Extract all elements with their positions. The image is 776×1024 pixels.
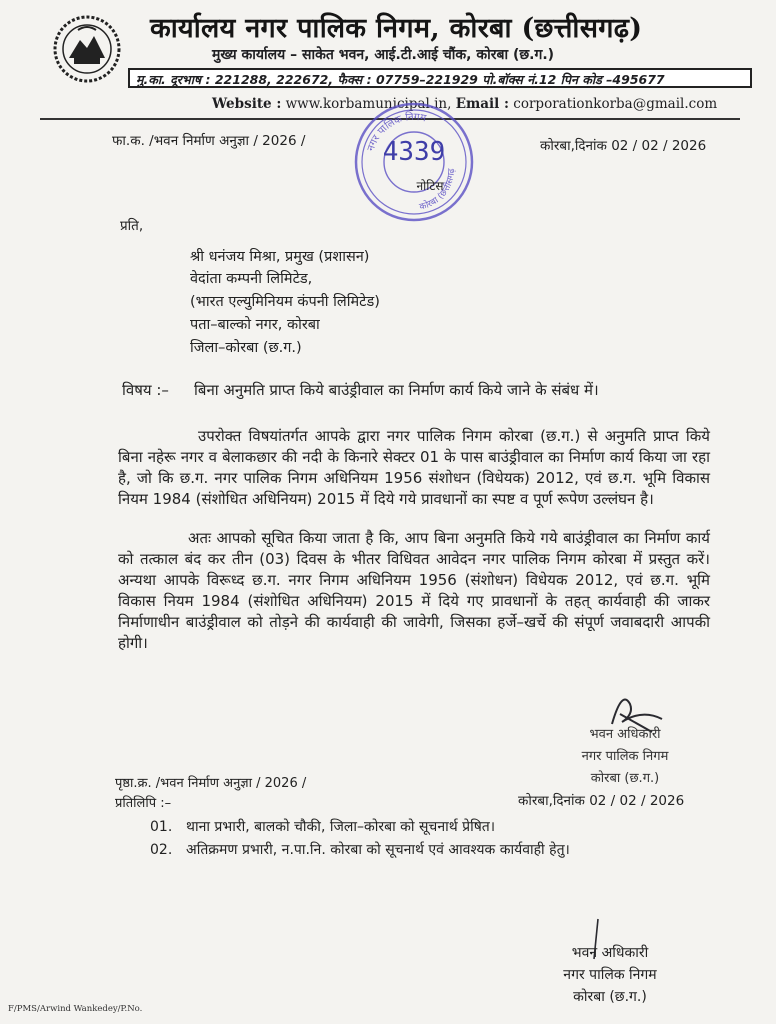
addressee-line: पता–बाल्को नगर, कोरबा: [190, 317, 320, 333]
subject-label: विषय :–: [122, 381, 169, 399]
signatory-office: नगर पालिक निगम: [581, 749, 669, 764]
stamp-bottom-text: कोरबा (छत्तीसगढ़: [418, 168, 458, 213]
addressee-line: वेदांता कम्पनी लिमिटेड,: [190, 271, 313, 287]
copy-item-number: 01.: [150, 819, 173, 835]
copy-item-number: 02.: [150, 842, 173, 858]
addressee-line: श्री धनंजय मिश्रा, प्रमुख (प्रशासन): [190, 249, 370, 265]
letter-ref-number: फा.क. /भवन निर्माण अनुज्ञा / 2026 /: [112, 133, 306, 149]
letterhead-contact: मु.का. दूरभाष : 221288, 222672, फैक्स : 07759–221929 पो.बॉक्स नं.12 पिन कोड –495677: [128, 68, 752, 88]
email-link[interactable]: corporationkorba@gmail.com: [513, 96, 718, 112]
signatory-title: भवन अधिकारी: [571, 945, 649, 961]
municipal-emblem-logo: [52, 12, 122, 86]
copy-to-label: प्रतिलिपि :–: [115, 796, 172, 811]
copy-item-text: अतिक्रमण प्रभारी, न.पा.नि. कोरबा को सूचनार्थ एवं आवश्यक कार्यवाही हेतु।: [186, 842, 570, 858]
subject-line: [122, 380, 599, 400]
endorsement-date: कोरबा,दिनांक 02 / 02 / 2026: [518, 793, 685, 809]
office-seal-stamp: [352, 100, 476, 224]
addressee-line: जिला–कोरबा (छ.ग.): [190, 340, 302, 356]
website-link[interactable]: www.korbamunicipal.in,: [285, 96, 452, 112]
letter-date: कोरबा,दिनांक 02 / 02 / 2026: [540, 138, 707, 154]
signature-block-top: [560, 724, 690, 790]
body-paragraph-1: उपरोक्त विषयांतर्गत आपके द्वारा नगर पालिक निगम कोरबा (छ.ग.) से अनुमति प्राप्त किये बिना नहेरू नगर व बेलाकछार की नदी के किनारे सेक्टर 01 के पास बाउंड्रीवाल का निर्माण कार्य किया जा रहा है, जो कि छ.ग. नगर पालिक निगम अधिनियम 1956 संशोधन (विधेयक) 2012, एवं छ.ग. भूमि विकास नियम 1984 (संशोधित अधिनियम) 2015 में दिये गये प्रावधानों का स्पष्ट व पूर्ण रूपेण उल्लंघन है।: [118, 427, 710, 508]
endorsement-ref: पृष्ठा.क्र. /भवन निर्माण अनुज्ञा / 2026 /: [115, 776, 307, 791]
stamp-number: 4339: [382, 137, 446, 167]
copy-list-item: [150, 817, 495, 836]
stamp-top-text: नगर पालिक निगम: [365, 111, 427, 153]
stamp-center-text: नोटिस: [416, 179, 444, 193]
signature-block-bottom: [535, 942, 685, 1008]
copy-list-item: [150, 840, 570, 859]
website-label: Website :: [212, 96, 282, 112]
letterhead-title: कार्यालय नगर पालिक निगम, कोरबा (छत्तीसगढ़): [150, 13, 643, 44]
body-paragraph-2: अतः आपको सूचित किया जाता है कि, आप बिना अनुमति किये गये बाउंड्रीवाल का निर्माण कार्य को तत्काल बंद कर तीन (03) दिवस के भीतर विधिवत आवेदन नगर पालिक निगम कोरबा में प्रस्तुत करें। अन्यथा आपके विरूध्द छ.ग. नगर निगम अधिनियम 1956 (संशोधन) विधेयक 2012, एवं छ.ग. भूमि विकास नियम 1984 (संशोधित अधिनियम) 2015 में दिये गए प्रावधानों के तहत् कार्यवाही की जाकर निर्माणाधीन बाउंड्रीवाल को तोड़ने की कार्यवाही की जावेगी, जिसका हर्जे–खर्चे की संपूर्ण जवाबदारी आपकी होगी।: [118, 529, 710, 652]
subject-text: बिना अनुमति प्राप्त किये बाउंड्रीवाल का निर्माण कार्य किये जाने के संबंध में।: [194, 381, 599, 399]
signatory-place: कोरबा (छ.ग.): [590, 771, 660, 786]
email-label: Email :: [455, 96, 509, 112]
signatory-title: भवन अधिकारी: [589, 727, 661, 742]
signatory-office: नगर पालिक निगम: [563, 967, 657, 983]
addressee-line: (भारत एल्युमिनियम कंपनी लिमिटेड): [190, 294, 380, 310]
signatory-place: कोरबा (छ.ग.): [573, 989, 647, 1005]
copy-item-text: थाना प्रभारी, बालको चौकी, जिला–कोरबा को सूचनार्थ प्रेषित।: [186, 819, 496, 835]
footer-reference: F/PMS/Arwind Wankedey/P.No.: [8, 1004, 143, 1014]
letterhead-address: मुख्य कार्यालय – साकेत भवन, आई.टी.आई चौंक, कोरबा (छ.ग.): [212, 47, 555, 63]
to-label: प्रति,: [120, 218, 144, 234]
